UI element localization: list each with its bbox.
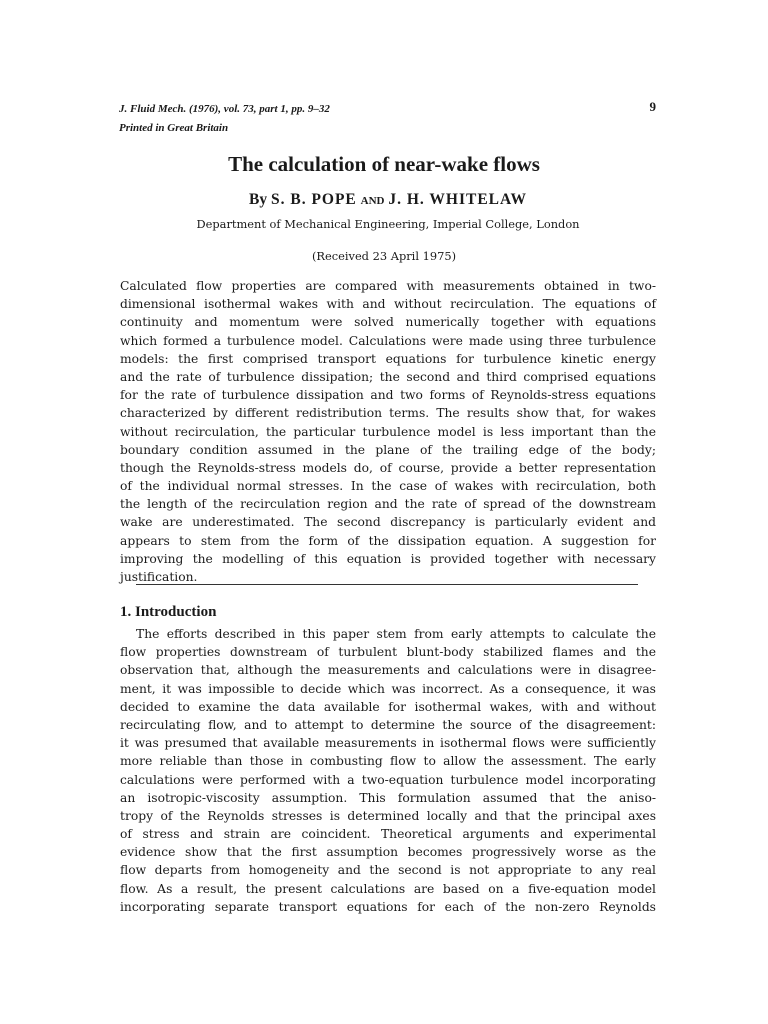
author-byline	[0, 191, 768, 209]
abstract-line: which formed a turbulence model. Calculations were made using three turbulence	[120, 333, 656, 348]
body-line: flow. As a result, the present calculations are based on a five-equation model	[120, 881, 656, 896]
body-line: decided to examine the data available for isothermal wakes, with and without	[120, 699, 656, 714]
abstract-line: appears to stem from the form of the dissipation equation. A suggestion for	[120, 533, 656, 548]
author-whitelaw: J. H. WHITELAW	[388, 191, 527, 208]
body-line: incorporating separate transport equations for each of the non-zero Reynolds	[120, 899, 656, 914]
body-line: ment, it was impossible to decide which was incorrect. As a consequence, it was	[120, 681, 656, 696]
abstract-line: Calculated flow properties are compared with measurements obtained in two-	[120, 279, 656, 293]
abstract-line: for the rate of turbulence dissipation and two forms of Reynolds-stress equations	[120, 388, 656, 403]
printed-note: Printed in Great Britain	[119, 122, 229, 134]
abstract	[120, 277, 656, 586]
body-line: of stress and strain are coincident. Theoretical arguments and experimental	[120, 827, 656, 842]
running-header	[119, 100, 330, 138]
abstract-line: boundary condition assumed in the plane of the trailing edge of the body;	[120, 442, 656, 457]
abstract-line: and the rate of turbulence dissipation; the second and third comprised equations	[120, 369, 656, 384]
body-line: tropy of the Reynolds stresses is determined locally and that the principal axes	[120, 808, 656, 823]
body-line: observation that, although the measurements and calculations were in disagree-	[120, 663, 656, 678]
byline-and: AND	[360, 195, 385, 207]
introduction-body	[120, 625, 656, 916]
body-line: it was presumed that available measurements in isothermal flows were sufficiently	[120, 736, 656, 751]
received-date: (Received 23 April 1975)	[311, 249, 457, 263]
abstract-line: without recirculation, the particular turbulence model is less important than the	[120, 424, 656, 439]
body-line: recirculating flow, and to attempt to determine the source of the disagreement:	[120, 717, 656, 732]
abstract-line: the length of the recirculation region and the rate of spread of the downstream	[120, 497, 656, 512]
section-heading: 1. Introduction	[120, 604, 217, 620]
paper-title: The calculation of near-wake flows	[228, 152, 540, 176]
abstract-line: continuity and momentum were solved numerically together with equations	[120, 315, 656, 330]
abstract-line: of the individual normal stresses. In the case of wakes with recirculation, both	[120, 479, 656, 494]
byline-by: By	[249, 191, 268, 208]
body-line: The efforts described in this paper stem from early attempts to calculate the	[136, 627, 656, 641]
body-line: flow properties downstream of turbulent blunt-body stabilized flames and the	[120, 645, 656, 660]
abstract-line: though the Reynolds-stress models do, of course, provide a better representation	[120, 460, 656, 475]
section-divider	[136, 584, 638, 585]
abstract-line: dimensional isothermal wakes with and without recirculation. The equations of	[120, 297, 656, 312]
author-pope: S. B. POPE	[270, 191, 357, 208]
body-line: calculations were performed with a two-equation turbulence model incorporating	[120, 772, 656, 787]
journal-citation: J. Fluid Mech. (1976), vol. 73, part 1, pp. 9–32	[119, 103, 330, 115]
abstract-line: justification.	[120, 570, 198, 584]
abstract-line: characterized by different redistribution terms. The results show that, for wakes	[120, 406, 656, 421]
abstract-line: wake are underestimated. The second discrepancy is particularly evident and	[120, 515, 656, 530]
body-line: flow departs from homogeneity and the second is not appropriate to any real	[120, 863, 656, 878]
page-number: 9	[649, 99, 656, 114]
body-line: an isotropic-viscosity assumption. This formulation assumed that the aniso-	[120, 790, 656, 805]
body-line: evidence show that the first assumption becomes progressively worse as the	[120, 845, 656, 860]
abstract-line: improving the modelling of this equation is provided together with necessary	[120, 551, 656, 566]
affiliation: Department of Mechanical Engineering, Imperial College, London	[196, 217, 580, 231]
body-line: more reliable than those in combusting flow to allow the assessment. The early	[120, 754, 656, 769]
abstract-line: models: the first comprised transport equations for turbulence kinetic energy	[120, 351, 656, 366]
